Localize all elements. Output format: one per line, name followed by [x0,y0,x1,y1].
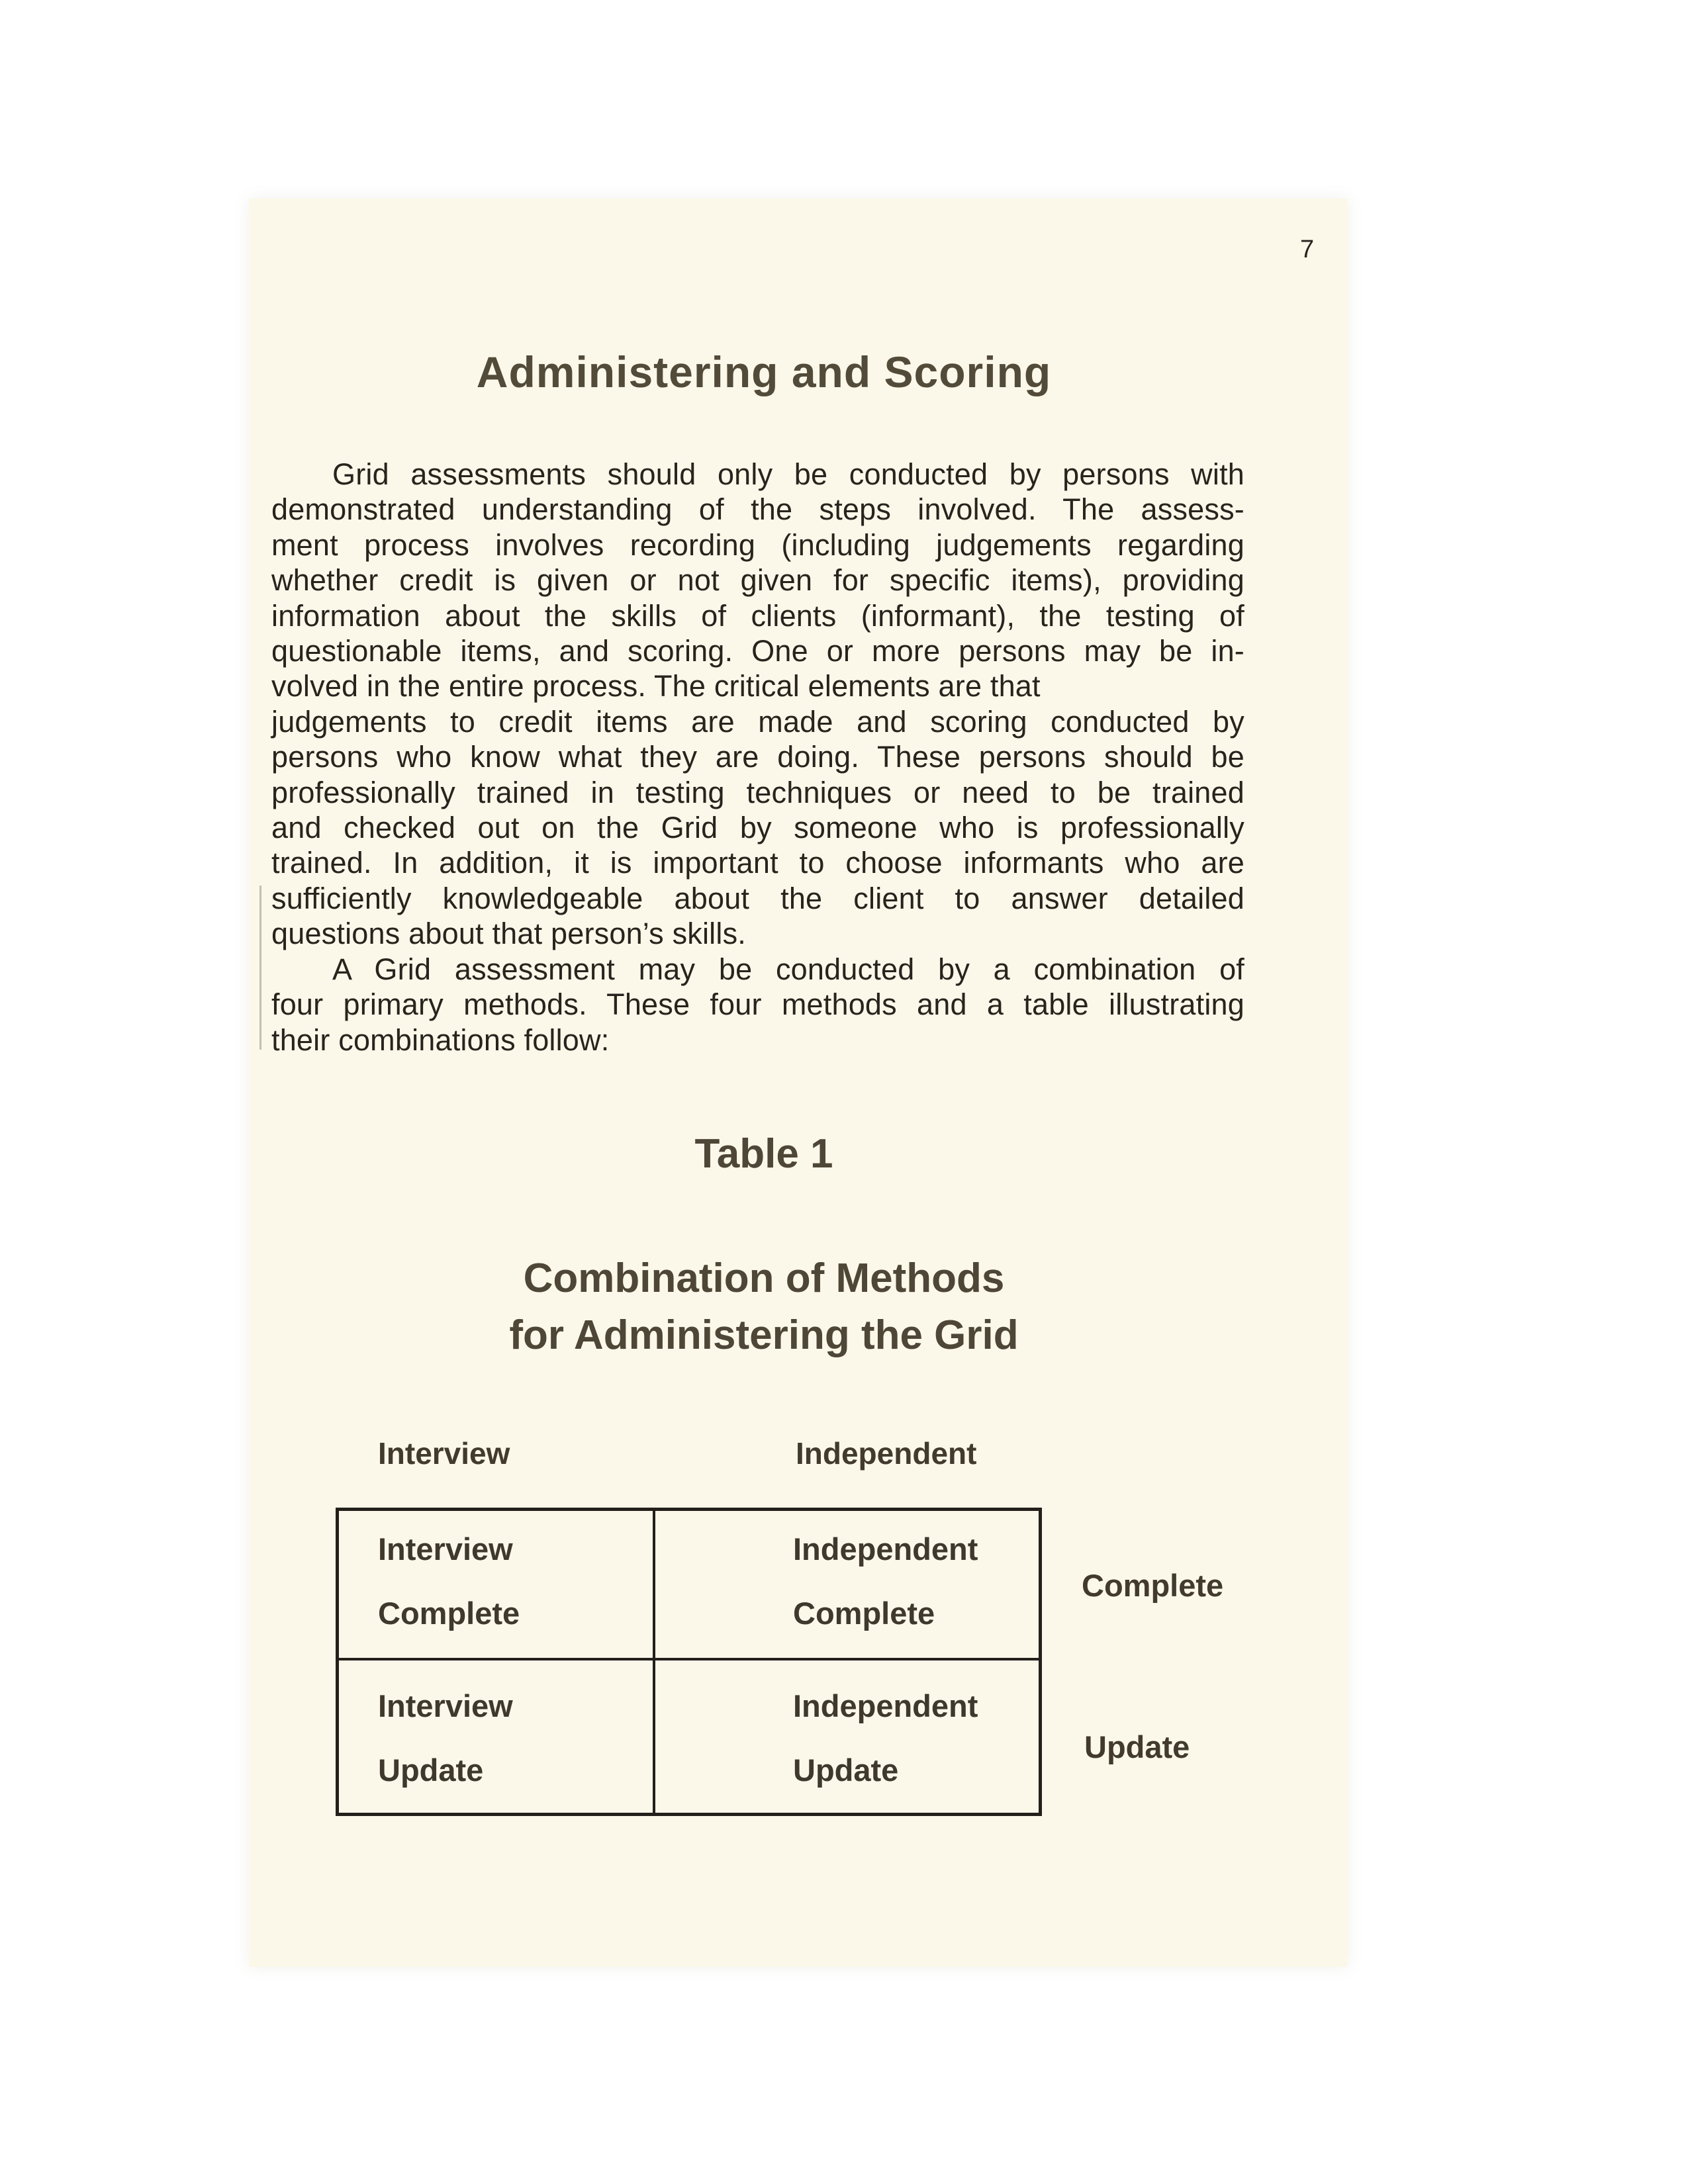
cell-line: Update [378,1752,484,1788]
methods-combination-table [336,1508,1042,1816]
body-text-line: questions about that person’s skills. [271,917,746,951]
body-text-line: persons who know what they are doing. These persons should be [271,740,1244,774]
cell-interview-complete [339,1511,655,1661]
body-text-line: professionally trained in testing techniques or need to be trained [271,775,1244,809]
cell-line: Independent [793,1531,978,1567]
cell-line: Update [793,1752,899,1788]
body-text-line: and checked out on the Grid by someone who is professionally [271,811,1244,845]
document-title: Administering and Scoring [476,347,1052,396]
column-header-independent: Independent [796,1436,977,1471]
body-text-line: information about the skills of clients (informant), the testing of [271,598,1244,633]
cell-independent-update [655,1661,1039,1813]
body-text-line: their combinations follow: [271,1023,610,1057]
cell-line: Independent [793,1688,978,1723]
body-text-line: whether credit is given or not given for specific items), providing [271,563,1244,598]
cell-line: Complete [793,1596,935,1631]
row-label-update: Update [1084,1729,1190,1764]
body-text-line: questionable items, and scoring. One or more persons may be in- [271,634,1244,668]
body-text-line: A Grid assessment may be conducted by a combination of [332,952,1244,986]
body-text-line: sufficiently knowledgeable about the client to answer detailed [271,881,1244,915]
row-label-complete: Complete [1082,1568,1224,1603]
body-text-line: demonstrated understanding of the steps involved. The assess- [271,492,1244,527]
body-text-line: four primary methods. These four methods and a table illustrating [271,987,1244,1022]
table-1-label: Table 1 [694,1131,833,1177]
cell-line: Interview [378,1688,513,1723]
scanned-page [249,199,1348,1967]
cell-interview-update [339,1661,655,1813]
cell-line: Complete [378,1596,520,1631]
table-heading [249,1250,1279,1364]
table-heading-line-1: Combination of Methods [523,1255,1005,1301]
table-heading-line-2: for Administering the Grid [509,1312,1019,1358]
cell-independent-complete [655,1511,1039,1661]
body-text-line: ment process involves recording (including judgements regarding [271,527,1244,562]
body-text-line: trained. In addition, it is important to choose informants who are [271,846,1244,880]
cell-line: Interview [378,1531,513,1567]
scan-artifact-line [259,886,261,1050]
page-number: 7 [1300,236,1315,263]
column-header-interview: Interview [378,1436,510,1471]
body-text-line: volved in the entire process. The critical elements are that [271,669,1041,704]
body-text-line: judgements to credit items are made and scoring conducted by [271,704,1244,739]
body-text-line: Grid assessments should only be conducted by persons with [332,457,1244,491]
body-text-block [271,457,1244,1058]
